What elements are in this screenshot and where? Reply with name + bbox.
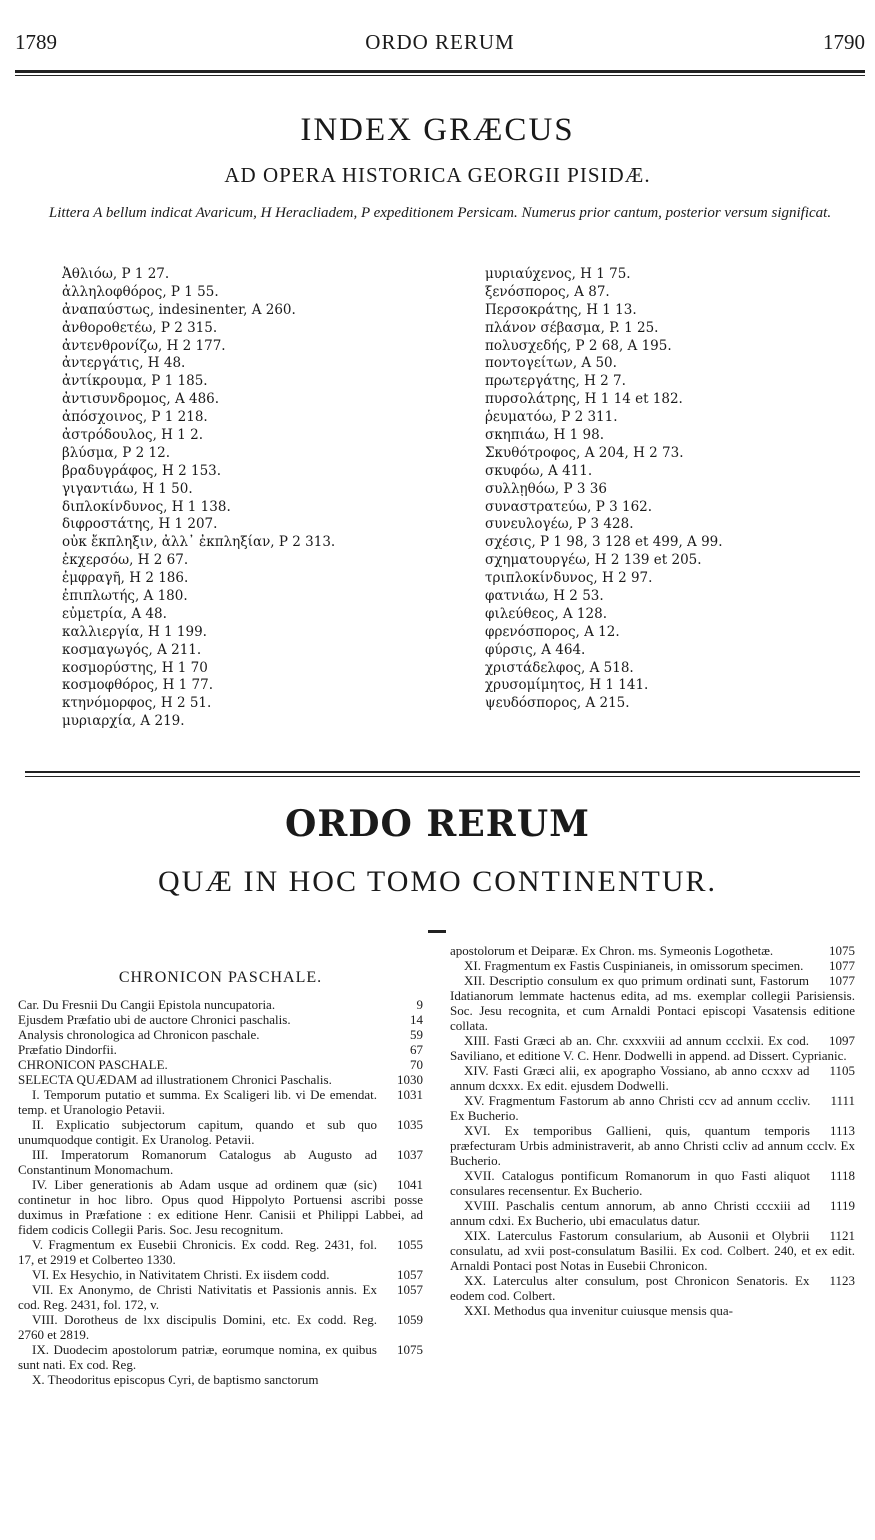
entry-text: X. Theodoritus episcopus Cyri, de baptismo sanctorum	[32, 1372, 319, 1387]
running-title: ORDO RERUM	[365, 30, 515, 54]
entry-text: XVII. Catalogus pontificum Romanorum in quo Fasti aliquot consulares recensentur. Ex Bucherio.	[450, 1168, 810, 1198]
index-entry: γιγαντιάω, H 1 50.	[62, 480, 193, 497]
index-entry: πρωτεργάτης, H 2 7.	[485, 373, 626, 390]
index-entry: εὐμετρία, A 48.	[62, 605, 167, 622]
entry-text: XV. Fragmentum Fastorum ab anno Christi ccv ad annum cccliv. Ex Bucherio.	[450, 1093, 811, 1123]
entry-text: IX. Duodecim apostolorum patriæ, eorumque nomina, ex quibus sunt nati. Ex cod. Reg.	[18, 1342, 377, 1372]
entry-text: I. Temporum putatio et summa. Ex Scaligeri lib. vi De emendat. temp. et Uranologio Petavii.	[18, 1087, 377, 1117]
entry-text: VII. Ex Anonymo, de Christi Nativitatis et Passionis annis. Ex cod. Reg. 2431, fol. 172, v.	[18, 1282, 377, 1312]
entry-page: 1041	[397, 1177, 423, 1192]
contents-entry	[450, 1033, 855, 1063]
entry-text: XIII. Fasti Græci ab an. Chr. cxxxviii ad annum ccclxii. Ex cod. Saviliano, et editione V. C. Henr. Dodwelli in append. ad Dissert. Cyprianic.	[450, 1033, 847, 1063]
index-entry: Σκυθότροφος, A 204, H 2 73.	[485, 444, 684, 461]
contents-entry	[18, 997, 423, 1012]
ordo-right-column	[450, 943, 855, 1318]
entry-text: XVIII. Paschalis centum annorum, ab anno Christi cccxiii ad annum cdxi. Ex Bucherio, ubi emaculatus datur.	[450, 1198, 810, 1228]
index-entry: κτηνόμορφος, H 2 51.	[62, 695, 212, 712]
index-entry: ψευδόσπορος, A 215.	[485, 695, 630, 712]
index-entry: διπλοκίνδυνος, H 1 138.	[62, 498, 231, 515]
running-header	[15, 30, 865, 60]
index-entry: μυριαύχενος, H 1 75.	[485, 266, 631, 282]
entry-text: apostolorum et Deiparæ. Ex Chron. ms. Symeonis Logothetæ.	[450, 943, 774, 958]
entry-text: V. Fragmentum ex Eusebii Chronicis. Ex codd. Reg. 2431, fol. 17, et 2919 et Colberteo 1330.	[18, 1237, 377, 1267]
entry-page: 1031	[397, 1087, 423, 1102]
entry-page: 14	[410, 1012, 423, 1027]
index-right-column	[485, 266, 723, 713]
contents-entry	[450, 1273, 855, 1303]
index-title: INDEX GRÆCUS	[300, 112, 575, 148]
index-entry: βλύσμα, P 2 12.	[62, 444, 170, 461]
index-entry: φρενόσπορος, A 12.	[485, 623, 620, 640]
contents-entry	[18, 1372, 423, 1387]
index-entry: ἀναπαύστως, indesinenter, A 260.	[62, 301, 296, 318]
entry-page: 1077	[829, 958, 855, 973]
index-entry: ξενόσπορος, A 87.	[485, 283, 610, 300]
contents-entry	[18, 1027, 423, 1042]
index-entry: ἀντίκρουμα, P 1 185.	[62, 373, 208, 390]
index-entry: ἀπόσχοινος, P 1 218.	[62, 409, 208, 426]
entry-text: VI. Ex Hesychio, in Nativitatem Christi. Ex iisdem codd.	[32, 1267, 330, 1282]
entry-text: IV. Liber generationis ab Adam usque ad ordinem quæ (sic) continetur in hoc libro. Opus quod Hippolyto Portuensi ascribi posse duximus in Præfatione : ex editione Henr. Canisii et Philippi Labbei, ad fidem codicis Collegii Paris. Soc. Jesu recognitum.	[18, 1177, 423, 1237]
page-number-right: 1790	[823, 30, 865, 54]
index-entry: ἐκχερσόω, H 2 67.	[62, 552, 189, 569]
contents-entry	[450, 1063, 855, 1093]
entry-page: 1113	[829, 1123, 855, 1138]
header-rule	[15, 70, 865, 73]
entry-page: 1123	[829, 1273, 855, 1288]
index-entry: συλλῃθόω, P 3 36	[485, 480, 607, 497]
index-entry: σχηματουργέω, H 2 139 et 205.	[485, 552, 702, 569]
index-entry: κοσμορύστης, H 1 70	[62, 659, 208, 676]
contents-entry	[18, 1147, 423, 1177]
entry-page: 1059	[397, 1312, 423, 1327]
index-entry: σχέσις, P 1 98, 3 128 et 499, A 99.	[485, 534, 723, 551]
contents-entry	[18, 1237, 423, 1267]
entry-page: 1030	[397, 1072, 423, 1087]
index-entry: σκυφόω, A 411.	[485, 462, 593, 479]
entry-page: 1075	[397, 1342, 423, 1357]
page-number-left: 1789	[15, 30, 57, 54]
index-entry: κοσμοφθόρος, H 1 77.	[62, 677, 214, 694]
index-entry: Ἀθλιόω, P 1 27.	[62, 266, 170, 282]
index-entry: οὐκ ἔκπληξιν, ἀλλ᾽ ἐκπληξίαν, P 2 313.	[62, 534, 336, 551]
index-subtitle: AD OPERA HISTORICA GEORGII PISIDÆ.	[224, 163, 651, 187]
entry-page: 1111	[830, 1093, 855, 1108]
entry-page: 1105	[829, 1063, 855, 1078]
section-rule	[25, 771, 860, 773]
ordo-subtitle: QUÆ IN HOC TOMO CONTINENTUR.	[157, 865, 718, 898]
entry-page: 1057	[397, 1282, 423, 1297]
entry-page: 1057	[397, 1267, 423, 1282]
index-note: Littera A bellum indicat Avaricum, H Heracliadem, P expeditionem Persicam. Numerus prior cantum, posterior versum significat.	[48, 205, 832, 221]
contents-entry	[18, 1057, 423, 1072]
entry-text: XVI. Ex temporibus Gallieni, quis, quantum temporis præfecturam Urbis administraverit, ab anno Christi ccliv ad annum ccclv. Ex Bucherio.	[450, 1123, 855, 1168]
contents-entry	[18, 1177, 423, 1237]
index-entry: πλάνον σέβασμα, P. 1 25.	[485, 319, 659, 336]
entry-page: 1119	[829, 1198, 855, 1213]
contents-entry	[18, 1282, 423, 1312]
contents-entry	[18, 1012, 423, 1027]
index-entry: πυρσολάτρης, H 1 14 et 182.	[485, 391, 683, 408]
entry-text: XIX. Laterculus Fastorum consularium, ab Ausonii et Olybrii consulatu, ad xvii post-consulatum Basilii. Ex cod. Colbert. 240, et ex edit. Arnaldi Pontaci post Notas in Eusebii Chronicon.	[450, 1228, 855, 1273]
entry-text: SELECTA QUÆDAM ad illustrationem Chronici Paschalis.	[18, 1072, 332, 1087]
contents-entry	[450, 1198, 855, 1228]
contents-entry	[450, 943, 855, 958]
contents-entry	[18, 1312, 423, 1342]
entry-text: II. Explicatio subjectorum capitum, quando et sub quo unumquodque contigit. Ex Uranolog. Petavii.	[18, 1117, 377, 1147]
contents-entry	[450, 1303, 855, 1318]
index-entry: ἐπιπλωτής, A 180.	[62, 588, 188, 605]
index-entry: ἀλληλοφθόρος, P 1 55.	[62, 283, 219, 300]
entry-text: XI. Fragmentum ex Fastis Cuspinianeis, in omissorum specimen.	[464, 958, 804, 973]
entry-page: 1055	[397, 1237, 423, 1252]
section-rule-thin	[25, 776, 860, 777]
index-entry: χριστάδελφος, A 518.	[485, 659, 634, 676]
index-entry: ἀνθοροθετέω, P 2 315.	[62, 319, 218, 336]
index-entry: ἐμφραγῆ, H 2 186.	[62, 570, 189, 587]
entry-text: VIII. Dorotheus de lxx discipulis Domini, etc. Ex codd. Reg. 2760 et 2819.	[18, 1312, 377, 1342]
entry-page: 1077	[829, 973, 855, 988]
index-entry: συναστρατεύω, P 3 162.	[485, 498, 653, 515]
ordo-left-column	[18, 970, 423, 1387]
contents-entry	[18, 1342, 423, 1372]
index-entry: σκηπιάω, H 1 98.	[485, 427, 605, 444]
index-entry: ἀστρόδουλος, H 1 2.	[62, 427, 203, 444]
header-rule-thin	[15, 75, 865, 76]
contents-entry	[18, 1267, 423, 1282]
contents-entry	[18, 1072, 423, 1087]
index-entry: μυριαρχία, A 219.	[62, 713, 185, 730]
contents-entry	[450, 1093, 855, 1123]
index-entry: συνευλογέω, P 3 428.	[485, 516, 634, 533]
entry-text: XX. Laterculus alter consulum, post Chronicon Senatoris. Ex eodem cod. Colbert.	[450, 1273, 810, 1303]
entry-text: Præfatio Dindorfii.	[18, 1042, 117, 1057]
entry-text: XIV. Fasti Græci alii, ex apographo Vossiano, ab anno ccxxv ad annum dcxxx. Ex edit. ejusdem Dodwelli.	[450, 1063, 810, 1093]
entry-page: 67	[410, 1042, 423, 1057]
entry-text: CHRONICON PASCHALE.	[18, 1057, 168, 1072]
contents-entry	[450, 973, 855, 1033]
entry-text: III. Imperatorum Romanorum Catalogus ab Augusto ad Constantinum Monomachum.	[18, 1147, 377, 1177]
entry-text: XII. Descriptio consulum ex quo primum ordinati sunt, Fastorum Idatianorum lemmate hactenus edita, ad ms. exemplar collegii Parisiensis. Soc. Jesu recognita, et cum Arnaldi Pontaci episcopi Vasatensis editione collata.	[450, 973, 855, 1033]
index-left-column	[62, 266, 335, 731]
index-entry: φύρσις, A 464.	[485, 641, 586, 658]
contents-entry	[18, 1117, 423, 1147]
entry-text: Ejusdem Præfatio ubi de auctore Chronici paschalis.	[18, 1012, 291, 1027]
entry-page: 1035	[397, 1117, 423, 1132]
index-entry: κοσμαγωγός, A 211.	[62, 641, 202, 658]
index-entry: ῥευματόω, P 2 311.	[485, 409, 618, 426]
contents-entry	[450, 958, 855, 973]
ordo-title: ORDO RERUM	[285, 803, 590, 845]
entry-page: 59	[410, 1027, 423, 1042]
index-entry: διφροστάτης, H 1 207.	[62, 516, 218, 533]
index-entry: ἀντεργάτις, H 48.	[62, 355, 186, 372]
contents-entry	[450, 1168, 855, 1198]
contents-entry	[450, 1123, 855, 1168]
entry-text: Car. Du Fresnii Du Cangii Epistola nuncupatoria.	[18, 997, 276, 1012]
contents-entry	[18, 1042, 423, 1057]
index-entry: φιλεύθεος, A 128.	[485, 605, 607, 622]
entry-page: 1118	[829, 1168, 855, 1183]
index-entry: καλλιεργία, H 1 199.	[62, 623, 207, 640]
entry-text: Analysis chronologica ad Chronicon paschale.	[18, 1027, 260, 1042]
entry-page: 1037	[397, 1147, 423, 1162]
title-dash	[428, 930, 446, 933]
index-entry: πολυσχεδής, P 2 68, A 195.	[485, 337, 672, 354]
index-entry: χρυσομίμητος, H 1 141.	[485, 677, 649, 694]
entry-page: 1075	[829, 943, 855, 958]
entry-page: 70	[410, 1057, 423, 1072]
entry-page: 9	[416, 997, 423, 1012]
index-entry: ἀντισυνδρομος, A 486.	[62, 391, 220, 408]
entry-text: XXI. Methodus qua invenitur cuiusque mensis qua-	[464, 1303, 733, 1318]
section-heading: CHRONICON PASCHALE.	[118, 969, 323, 986]
contents-entry	[450, 1228, 855, 1273]
index-entry: ποντογείτων, A 50.	[485, 355, 617, 372]
index-entry: Περσοκράτης, H 1 13.	[485, 301, 637, 318]
entry-page: 1121	[829, 1228, 855, 1243]
entry-page: 1097	[829, 1033, 855, 1048]
index-entry: βραδυγράφος, H 2 153.	[62, 462, 222, 479]
index-entry: τριπλοκίνδυνος, H 2 97.	[485, 570, 653, 587]
contents-entry	[18, 1087, 423, 1117]
index-entry: φατνιάω, H 2 53.	[485, 588, 604, 605]
index-entry: ἀντενθρονίζω, H 2 177.	[62, 337, 226, 354]
